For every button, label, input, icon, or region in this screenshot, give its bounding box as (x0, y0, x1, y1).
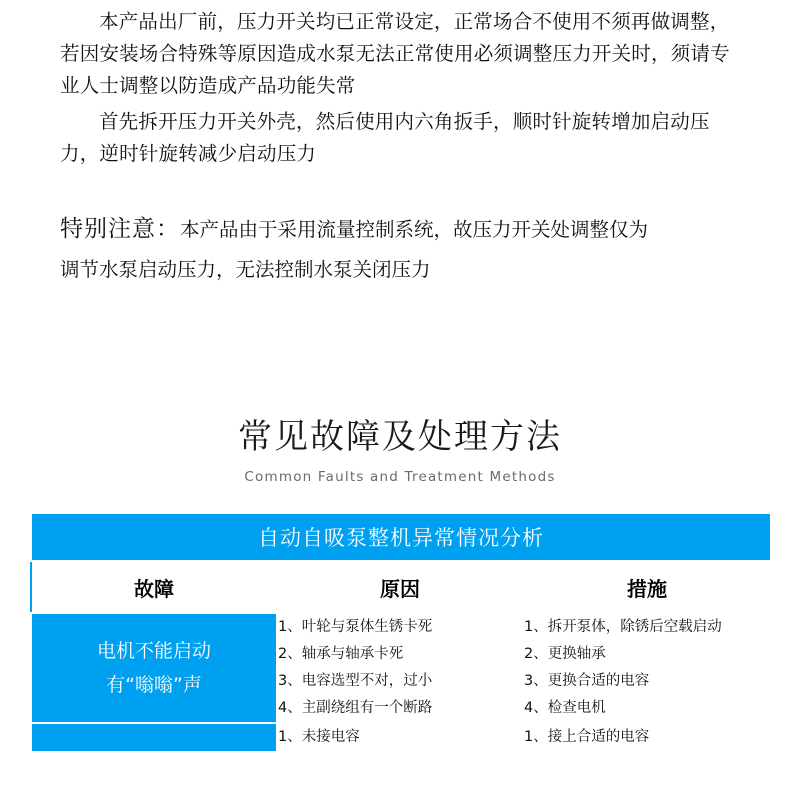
row1-measure-1: 1、拆开泵体，除锈后空载启动 (524, 619, 722, 635)
row1-fault (31, 613, 277, 723)
intro-block (60, 6, 740, 174)
table-header-cause: 原因 (277, 561, 523, 613)
row2-measures (523, 723, 771, 752)
notice-first-line (60, 212, 750, 247)
row2-cause-1: 1、未接电容 (278, 729, 360, 745)
fault-table (30, 512, 772, 753)
section-title-en: Common Faults and Treatment Methods (244, 469, 556, 485)
row2-measure-1: 1、接上合适的电容 (524, 729, 650, 745)
table-row (31, 613, 771, 723)
row1-measure-2: 2、更换轴承 (524, 646, 606, 662)
row1-cause-2: 2、轴承与轴承卡死 (278, 646, 404, 662)
table-row (31, 723, 771, 752)
row2-causes (277, 723, 523, 752)
row1-cause-1: 1、叶轮与泵体生锈卡死 (278, 619, 433, 635)
row1-fault-line1: 电机不能启动 (96, 640, 211, 662)
row1-measure-4: 4、检查电机 (524, 700, 606, 716)
row1-fault-line2: 有“嗡嗡”声 (106, 674, 202, 696)
special-notice-block (60, 212, 750, 287)
row1-cause-4: 4、主副绕组有一个断路 (278, 700, 433, 716)
table-header-row (31, 561, 771, 613)
table-header-measure: 措施 (523, 561, 771, 613)
table-caption: 自动自吸泵整机异常情况分析 (31, 513, 771, 561)
row1-measure-3: 3、更换合适的电容 (524, 673, 650, 689)
row1-causes (277, 613, 523, 723)
section-heading (0, 412, 800, 490)
section-title-cn: 常见故障及处理方法 (238, 417, 562, 457)
row1-cause-3: 3、电容选型不对，过小 (278, 673, 433, 689)
intro-paragraph-2: 首先拆开压力开关外壳，然后使用内六角扳手，顺时针旋转增加启动压力，逆时针旋转减少启动压力 (60, 110, 710, 165)
intro-paragraph-1: 本产品出厂前，压力开关均已正常设定，正常场合不使用不须再做调整，若因安装场合特殊等原因造成水泵无法正常使用必须调整压力开关时，须请专业人士调整以防造成产品功能失常 (60, 10, 730, 97)
table-caption-row (31, 513, 771, 561)
row2-fault (31, 723, 277, 752)
notice-line2-text: 调节水泵启动压力，无法控制水泵关闭压力 (60, 258, 431, 281)
notice-line1-text: 本产品由于采用流量控制系统，故压力开关处调整仅为 (180, 218, 649, 241)
row1-measures (523, 613, 771, 723)
table-header-fault: 故障 (31, 561, 277, 613)
notice-title: 特别注意： (60, 216, 180, 242)
